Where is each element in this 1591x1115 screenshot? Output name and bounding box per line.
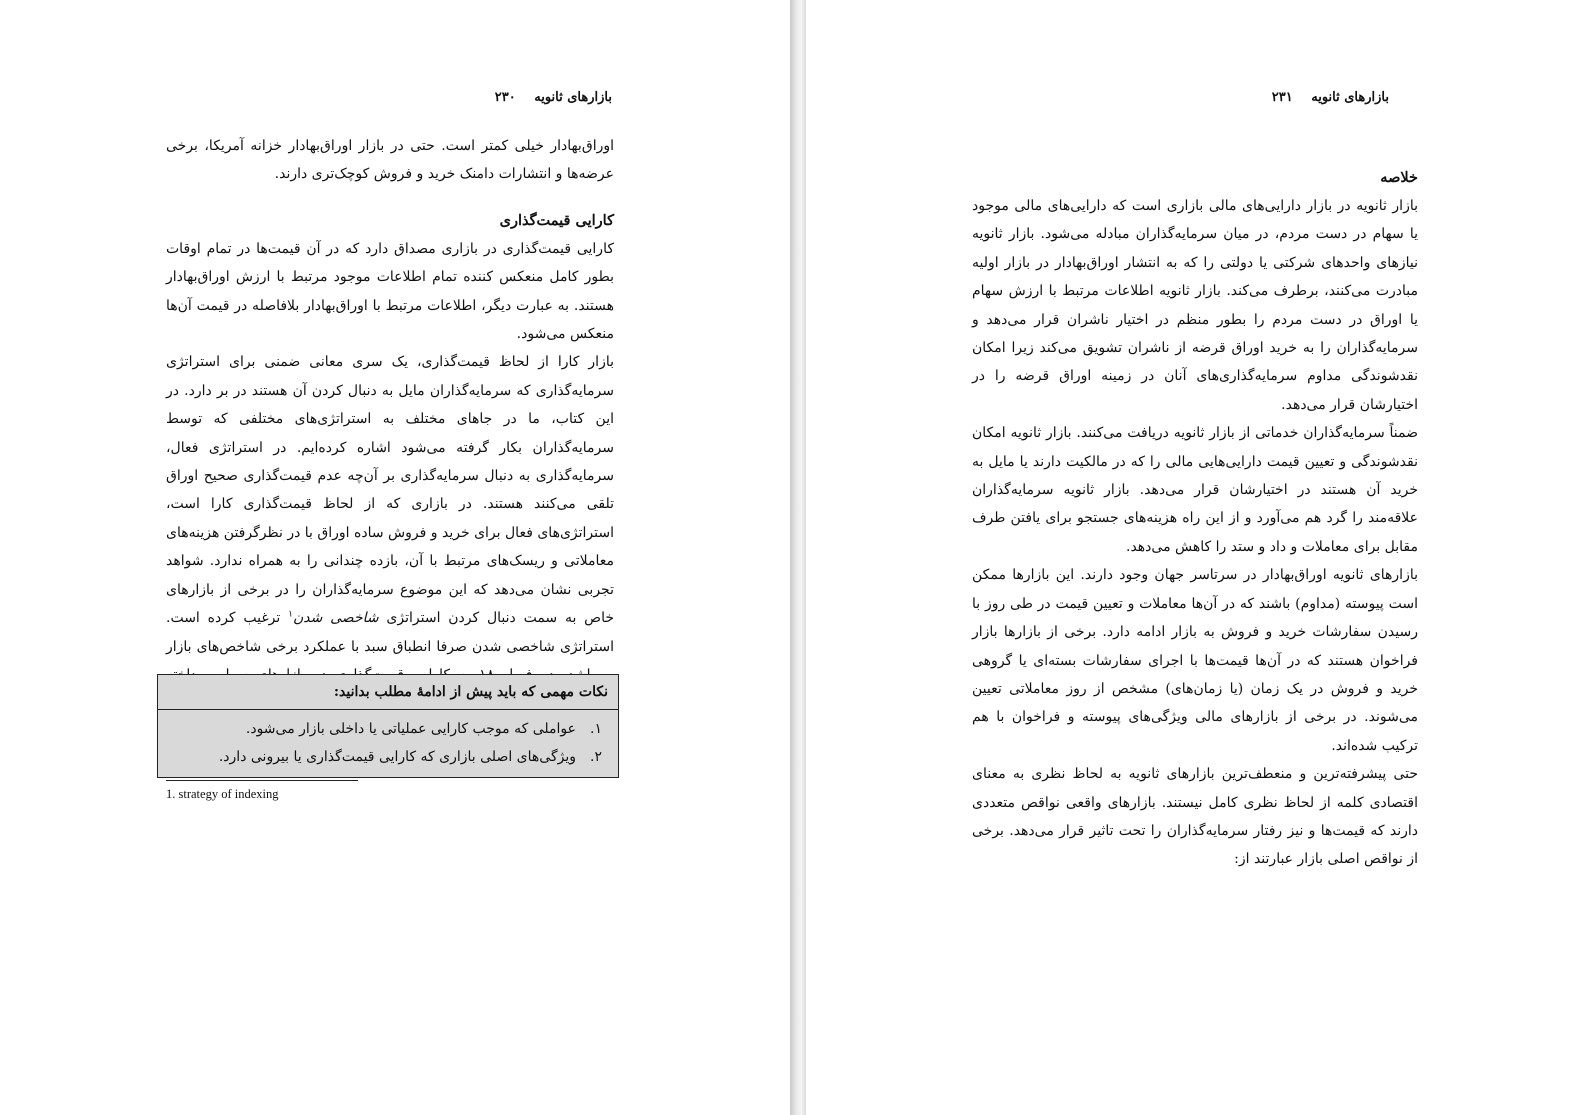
body-paragraph: بازار ثانویه در بازار دارایی‌های مالی بازاری است که دارایی‌های مالی موجود یا سهام در دست مردم، در میان سرمایه‌گذاران مبادله می‌شود. بازار ثانویه نیازهای واحدهای شرکتی یا دولتی را که به انتشار اوراق‌بهادار در بازار اولیه مبادرت می‌کنند، برطرف می‌کند. بازار ثانویه اطلاعات مرتبط با ارزش سهام یا اوراق در دست مردم را بطور منظم در اختیار ناشران قرار می‌دهد و سرمایه‌گذاران را به خرید اوراق قرضه از ناشران تشویق می‌کند زیرا امکان نقدشوندگی مداوم سرمایه‌گذاری‌های آنان در زمینه اوراق قرضه را در اختیارشان قرار می‌دهد. [972, 198, 1418, 413]
text-column [166, 132, 614, 718]
body-paragraph-indexing [166, 348, 614, 717]
list-text: عواملی که موجب کارایی عملیاتی یا داخلی بازار می‌شود. [245, 721, 576, 737]
page-header [1272, 90, 1389, 110]
footnote-divider [166, 780, 358, 781]
book-gutter [790, 0, 806, 1115]
section-heading: کارایی قیمت‌گذاری [499, 211, 614, 229]
footnote-marker[interactable]: ۱ [288, 609, 293, 620]
body-paragraph: ضمناً سرمایه‌گذاران خدماتی از بازار ثانویه دریافت می‌کنند. بازار ثانویه امکان نقدشوندگی و تعیین قیمت دارایی‌هایی مالی را که در مالکیت دارند یا مایل به خرید آن هستند در اختیارشان قرار می‌دهد. بازار ثانویه سرمایه‌گذاران علاقه‌مند را گرد هم می‌آورد و از این راه هزینه‌های جستجو برای یافتن طرف مقابل برای معاملات و داد و ستد را کاهش می‌دهد. [972, 425, 1418, 555]
key-points-box [157, 674, 619, 778]
right-page [806, 0, 1591, 1115]
running-title: بازارهای ثانویه [534, 90, 612, 105]
left-page [0, 0, 790, 1115]
key-points-list [158, 710, 618, 777]
italic-term: شاخصی شدن [292, 610, 379, 627]
body-paragraph: کارایی قیمت‌گذاری در بازاری مصداق دارد که در آن قیمت‌ها در تمام اوقات بطور کامل منعکس کننده تمام اطلاعات موجود مرتبط با ارزش اوراق‌بهادار هستند. به عبارت دیگر، اطلاعات مرتبط با اوراق‌بهادار بلافاصله در قیمت آن‌ها منعکس می‌شود. [166, 240, 614, 343]
footnote: 1. strategy of indexing [166, 787, 279, 801]
text-column [972, 164, 1418, 874]
list-text: ویژگی‌های اصلی بازاری که کارایی قیمت‌گذاری یا بیرونی دارد. [218, 749, 576, 765]
body-paragraph: حتی پیشرفته‌ترین و منعطف‌ترین بازارهای ثانویه به لحاظ نظری به معنای اقتصادی کلمه از لحاظ نظری کامل نیستند. بازارهای واقعی نواقص متعددی دارند که قیمت‌ها و نیز رفتار سرمایه‌گذاران را تحت تاثیر قرار می‌دهد. برخی از نواقص اصلی بازار عبارتند از: [972, 766, 1418, 868]
page-number: ۲۳۰ [494, 90, 516, 105]
section-heading: خلاصه [1380, 169, 1418, 186]
intro-paragraph: اوراق‌بهادار خیلی کمتر است. حتی در بازار اوراق‌بهادار خزانه آمریکا، برخی عرضه‌ها و انتشارات دامنک خرید و فروش کوچک‌تری دارند. [166, 138, 614, 183]
page-number: ۲۳۱ [1271, 90, 1293, 105]
list-item [168, 715, 602, 743]
list-number: ۱. [590, 721, 602, 737]
list-number: ۲. [590, 749, 602, 765]
paragraph-text: بازار کارا از لحاظ قیمت‌گذاری، یک سری معانی ضمنی برای استراتژی سرمایه‌گذاری که سرمایه‌گذاران مایل به دنبال کردن آن هستند در بر دارد. در این کتاب، ما در جاهای مختلف به استراتژی‌های مختلفی که توسط سرمایه‌گذاران بکار گرفته می‌شود اشاره کرده‌ایم. در استراتژی فعال، سرمایه‌گذاری به دنبال سرمایه‌گذاری بر آن‌چه عدم قیمت‌گذاری صحیح اوراق تلقی می‌کنند هستند. در بازاری که از لحاظ قیمت‌گذاری کارا است، استراتژی‌های فعال برای خرید و فروش ساده اوراق با در نظرگرفتن هزینه‌های معاملاتی و ریسک‌های مرتبط با آن، بازده چندانی را به همراه ندارد. شواهد تجربی نشان می‌دهد که این موضوع سرمایه‌گذاران را در برخی از بازارهای خاص به سمت دنبال کردن استراتژی [166, 354, 615, 627]
page-header [495, 90, 612, 110]
running-title: بازارهای ثانویه [1311, 90, 1389, 105]
body-paragraph: بازارهای ثانویه اوراق‌بهادار در سرتاسر جهان وجود دارند. این بازارها ممکن است پیوسته (مداوم) باشند که در آن‌ها معاملات و تعیین قیمت در طی روز با رسیدن سفارشات خرید و فروش به بازار ادامه دارد. برخی از بازارها بازار فراخوان هستند که در آن‌ها قیمت‌ها با اجرای سفارشات بسته‌ای یا گروهی خرید و فروش در یک زمان (یا زمان‌های) مشخص از روز معاملاتی تعیین می‌شوند. در برخی از بازارهای مالی ویژگی‌های پیوسته و فراخوان با هم ترکیب شده‌اند. [972, 567, 1418, 754]
list-item [168, 743, 602, 771]
paragraph-text: ترغیب کرده است. استراتژی شاخصی شدن صرفا انطباق سبد با عملکرد برخی شاخص‌های بازار [166, 610, 614, 655]
key-points-title: نکات مهمی که باید پیش از ادامهٔ مطلب بدانید: [158, 675, 618, 710]
